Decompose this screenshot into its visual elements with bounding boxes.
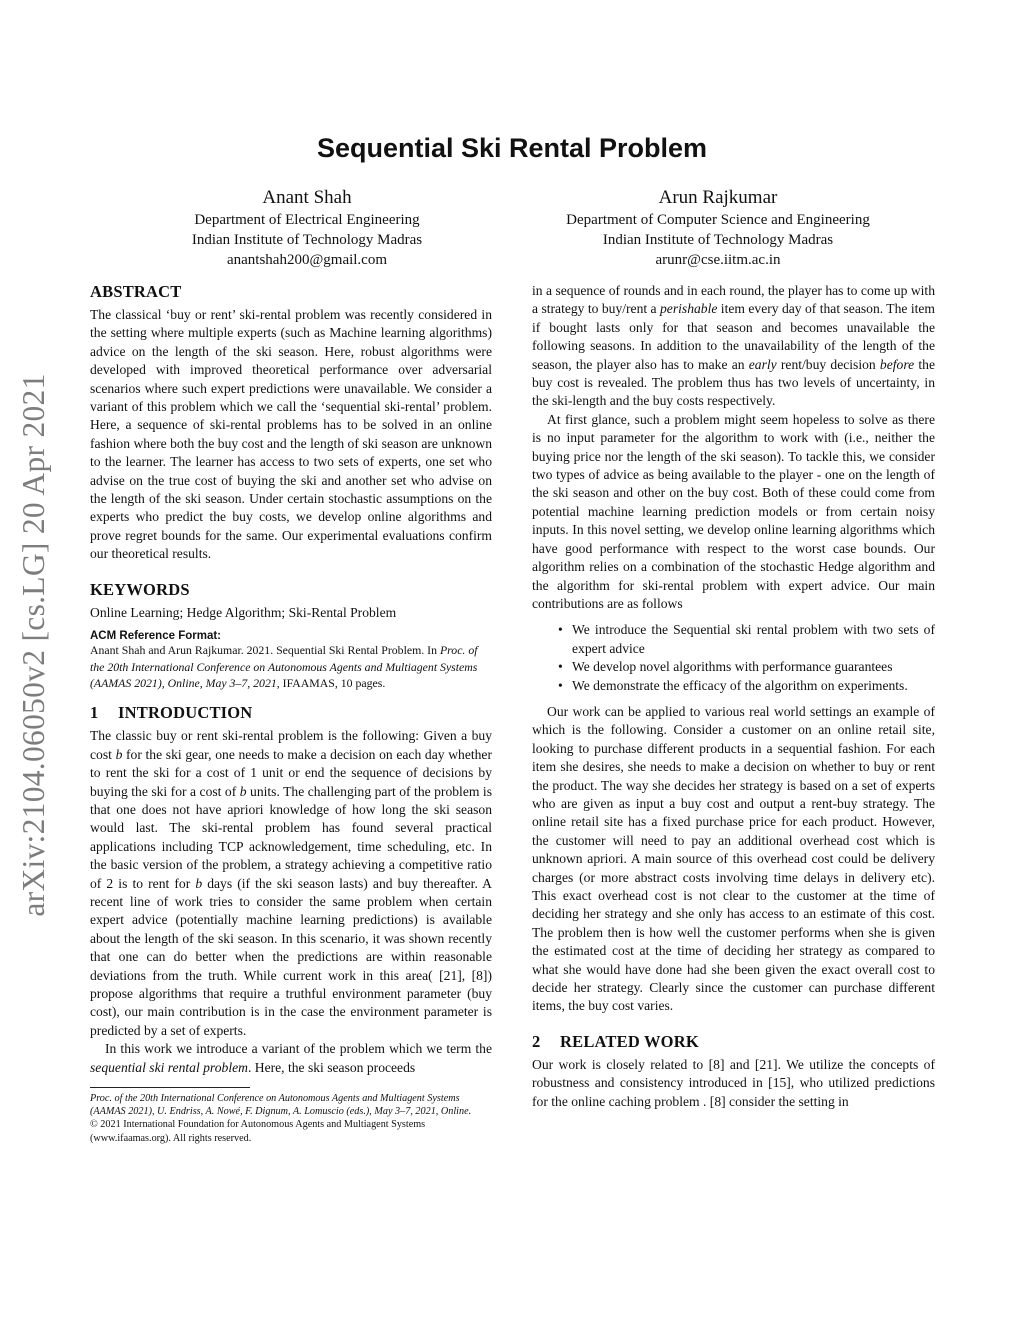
keywords-text: Online Learning; Hedge Algorithm; Ski-Rental Problem — [90, 604, 397, 620]
author-email: arunr@cse.iitm.ac.in — [655, 252, 781, 268]
footnote-rule — [90, 1087, 250, 1088]
bullet-icon: • — [558, 622, 563, 638]
list-item: • We introduce the Sequential ski rental problem with two sets of expert advice — [558, 622, 935, 656]
section-heading-introduction: 1 INTRODUCTION — [90, 703, 253, 723]
right-paragraph-2: At first glance, such a problem might seem hopeless to solve as there is no input parameter for the algorithm to work with (i.e., neither the buying price nor the length of the ski season). To tackle this, we consider two types of advice as being available to the player - one on the length of the ski season and other on the buy cost. Both of these could come from potential machine learning prediction models or from certain noisy inputs. In this novel setting, we develop online learning algorithms which have good performance with respect to the worst case bounds. Our algorithm relies on a combination of the stochastic Hedge algorithm and the algorithm for ski-rental problem with expert advice. Our main contributions are as follows — [532, 411, 935, 611]
right-paragraph-1: in a sequence of rounds and in each round, the player has to come up with a strategy to buy/rent a perishable item every day of that season. The item if bought lasts only for that season and becomes unavailable the following seasons. In addition to the unavailability of the length of the season, the player also has to make an early rent/buy decision before the buy cost is revealed. The problem thus has two levels of uncertainty, in the ski-length and the buy costs respectively. — [532, 283, 935, 409]
acm-reference-heading: ACM Reference Format: — [90, 630, 221, 643]
right-column — [532, 282, 935, 1111]
bullet-icon: • — [558, 677, 563, 693]
bullet-icon: • — [558, 659, 563, 675]
intro-paragraph-1: The classic buy or rent ski-rental problem is the following: Given a buy cost b for the ski gear, one needs to make a decision on each day whether to rent the ski for a cost of 1 unit or end the sequence of decisions by buying the ski for a cost of b units. The challenging part of the problem is that one does not have apriori knowledge of how long the ski season would last. The ski-rental problem has found several practical applications including TCP acknowledgement, time scheduling, etc. In the basic version of the problem, a strategy achieving a competitive ratio of 2 is to rent for b days (if the ski season lasts) and buy thereafter. A recent line of work tries to consider the same problem when certain expert advice (potentially machine learning predictions) is available about the length of the ski season. In this scenario, it was shown recently that one can do better when the predictions are within reasonable deviations from the truth. While current work in this area( [21], [8]) propose algorithms that require a truthful environment parameter (buy cost), our main contribution is in the case the environment parameter is predicted by a set of experts. — [90, 728, 492, 1038]
related-work-paragraph: Our work is closely related to [8] and [21]. We utilize the concepts of robustness and consistency introduced in [15], who utilized predictions for the online caching problem . [8] consider the setting in — [532, 1056, 935, 1109]
right-paragraph-3: Our work can be applied to various real world settings an example of which is the following. Consider a customer on an online retail site, looking to purchase different products in a sequential fashion. For each item she desires, she needs to make a decision on whether to buy or rent the product. The way she decides her strategy is based on a set of experts who are given as input a buy cost and output a rent-buy strategy. The online retail site has a fixed purchase price for each product. However, the customer will need to pay an additional overhead cost which is unknown apriori. A main source of this overhead cost could be delivery charges (or more abstract costs involving time delays in delivery etc). This exact overhead cost is not clear to the customer at the time of deciding her strategy and she only has access to an estimate of this cost. The problem then is how well the customer performs when she is given the estimated cost at the time of deciding her strategy as compared to what she would have done had she been given the exact overall cost to decide her strategy. Clearly since the customer can purchase different items, the buy cost varies. — [532, 703, 935, 1014]
contributions-list — [532, 621, 935, 695]
author-department: Department of Electrical Engineering — [194, 212, 420, 228]
footnote-proceedings: Proc. of the 20th International Conference on Autonomous Agents and Multiagent Systems (AAMAS 2021), U. Endriss, A. Nowé, F. Dignum, A. Lomuscio (eds.), May 3–7, 2021, Online. © 2021 International Foundation for Autonomous Agents and Multiagent Systems (www.ifaamas.org). All rights reserved. — [90, 1093, 472, 1144]
arxiv-identifier: arXiv:2104.06050v2 [cs.LG] 20 Apr 2021 — [16, 373, 51, 917]
abstract-text: The classical ‘buy or rent’ ski-rental problem was recently considered in the setting where multiple experts (such as Machine learning algorithms) advice on the length of the ski season. Here, robust algorithms were developed with improved theoretical performance over adversarial scenarios where such expert predictions were unavailable. We consider a variant of this problem which we call the ‘sequential ski-rental’ problem. Here, a sequence of ski-rental problems has to be solved in an online fashion where both the buy cost and the length of ski season are unknown to the learner. The learner has access to two sets of experts, one set who advise on the true cost of buying the ski and another set who advise on the length of the ski season. Under certain stochastic assumptions on the experts who predict the buy costs, we develop online algorithms and prove regret bounds for the same. Our experimental evaluations confirm our theoretical results. — [90, 307, 492, 562]
abstract-heading: ABSTRACT — [90, 282, 182, 301]
intro-paragraph-2: In this work we introduce a variant of the problem which we term the sequential ski rental problem. Here, the ski season proceeds — [90, 1041, 492, 1075]
author-institution: Indian Institute of Technology Madras — [191, 232, 423, 248]
author-email: anantshah200@gmail.com — [226, 252, 388, 268]
list-item: • We demonstrate the efficacy of the algorithm on experiments. — [572, 677, 935, 695]
list-item: • We develop novel algorithms with performance guarantees — [572, 658, 935, 676]
section-heading-related-work: 2 RELATED WORK — [532, 1031, 699, 1051]
keywords-heading: KEYWORDS — [90, 579, 190, 599]
acm-reference-text: Anant Shah and Arun Rajkumar. 2021. Sequential Ski Rental Problem. In Proc. of the 20th International Conference on Autonomous Agents and Multiagent Systems (AAMAS 2021), Online, May 3–7, 2021, IFAAMAS, 10 pages. — [90, 643, 478, 690]
arxiv-sidebar — [10, 340, 58, 950]
author-institution: Indian Institute of Technology Madras — [602, 232, 834, 248]
paper-title: Sequential Ski Rental Problem — [316, 133, 708, 163]
author-block-1 — [117, 186, 497, 270]
author-name: Anant Shah — [262, 187, 352, 208]
author-name: Arun Rajkumar — [658, 187, 778, 208]
author-block-2 — [528, 186, 908, 270]
author-department: Department of Computer Science and Engineering — [566, 212, 870, 228]
left-column — [90, 282, 492, 1145]
